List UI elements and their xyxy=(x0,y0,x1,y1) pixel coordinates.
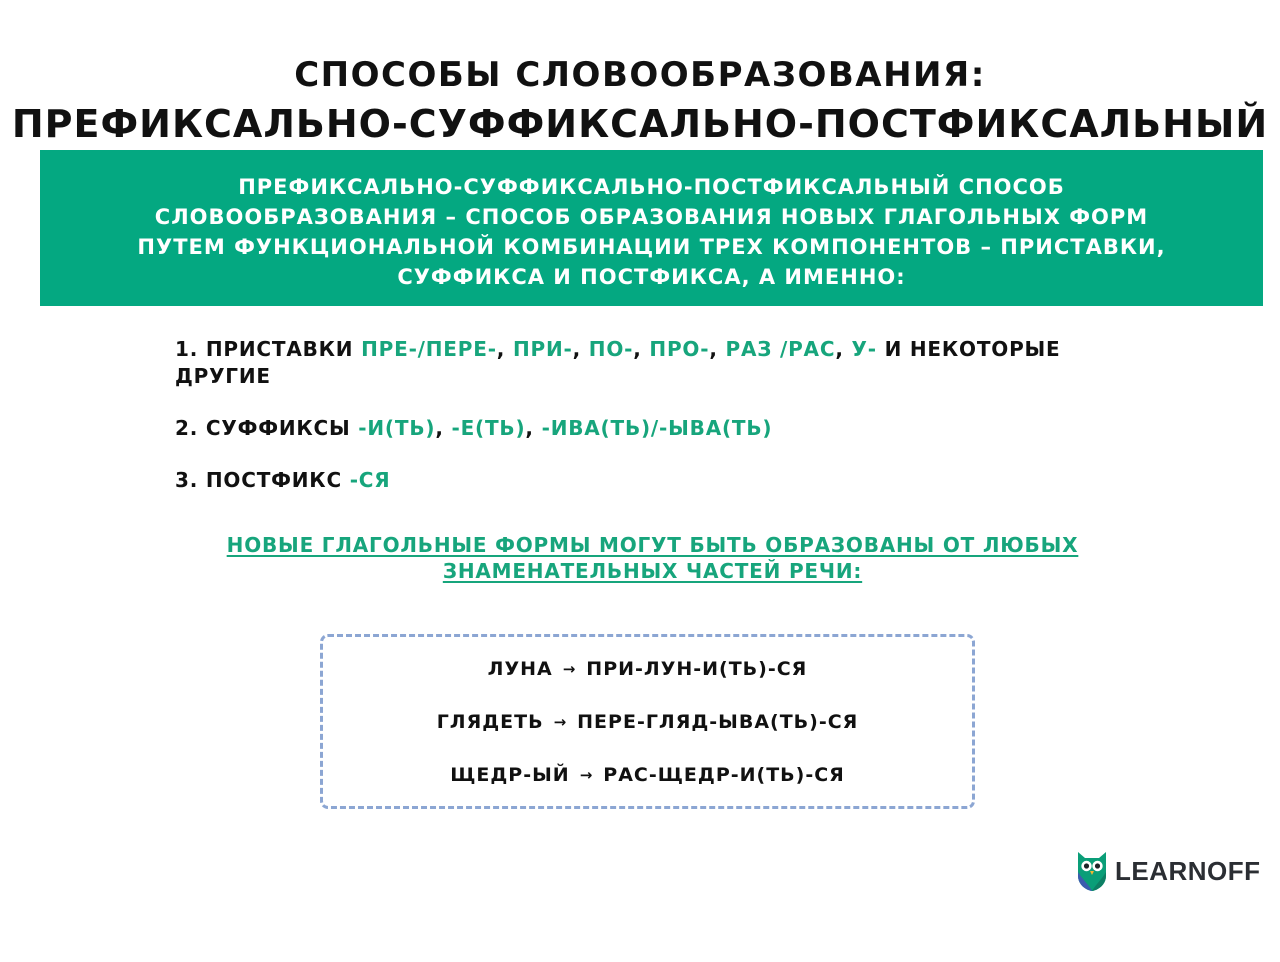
owl-icon xyxy=(1075,850,1109,892)
definition-banner xyxy=(40,150,1263,306)
title-line-2: ПРЕФИКСАЛЬНО-СУФФИКСАЛЬНО-ПОСТФИКСАЛЬНЫЙ xyxy=(11,102,1269,147)
example-line xyxy=(323,706,972,738)
affix-highlight: ПРИ- xyxy=(512,337,573,361)
example-source-word: ГЛЯДЕТЬ xyxy=(436,711,544,733)
rule-text: И НЕКОТОРЫЕ ДРУГИЕ xyxy=(175,337,1061,388)
rule-text: 3. ПОСТФИКС xyxy=(175,468,350,492)
example-derived-word: РАС-ЩЕДР-И(ТЬ)-СЯ xyxy=(603,764,845,786)
arrow-right-icon: → xyxy=(562,660,577,678)
example-derived-word: ПРИ-ЛУН-И(ТЬ)-СЯ xyxy=(586,658,808,680)
learnoff-logo xyxy=(1075,850,1261,892)
rules-list xyxy=(175,336,1075,494)
example-derived-word: ПЕРЕ-ГЛЯД-ЫВА(ТЬ)-СЯ xyxy=(577,711,859,733)
examples-box xyxy=(320,634,975,809)
affix-highlight: -СЯ xyxy=(349,468,391,492)
rule-line xyxy=(175,336,1075,390)
affix-highlight: -Е(ТЬ) xyxy=(451,416,526,440)
page-title xyxy=(0,53,1280,149)
rule-text: 2. СУФФИКСЫ xyxy=(175,416,359,440)
affix-highlight: У- xyxy=(851,337,877,361)
rule-text: , xyxy=(525,416,542,440)
rule-text: , xyxy=(435,416,452,440)
affix-highlight: -И(ТЬ) xyxy=(358,416,436,440)
example-line xyxy=(323,759,972,791)
rule-text: 1. ПРИСТАВКИ xyxy=(175,337,362,361)
affix-highlight: ПО- xyxy=(588,337,634,361)
rule-text: , xyxy=(496,337,513,361)
example-source-word: ЩЕДР-ЫЙ xyxy=(450,764,570,786)
rule-text: , xyxy=(709,337,726,361)
rule-line xyxy=(175,415,1075,442)
affix-highlight: РАЗ /РАС xyxy=(725,337,836,361)
rule-line xyxy=(175,467,1075,494)
logo-text: LEARNOFF xyxy=(1115,855,1261,886)
arrow-right-icon: → xyxy=(553,713,568,731)
example-line xyxy=(323,653,972,685)
definition-text: ПРЕФИКСАЛЬНО-СУФФИКСАЛЬНО-ПОСТФИКСАЛЬНЫЙ СПОСОБ СЛОВООБРАЗОВАНИЯ – СПОСОБ ОБРАЗОВАНИЯ НОВЫХ ГЛАГОЛЬНЫХ ФОРМ ПУТЕМ ФУНКЦИОНАЛЬНОЙ КОМБИНАЦИИ ТРЕХ КОМПОНЕНТОВ – ПРИСТАВКИ, СУФФИКСА И ПОСТФИКСА, А ИМЕННО: xyxy=(137,175,1166,289)
title-line-1: СПОСОБЫ СЛОВООБРАЗОВАНИЯ: xyxy=(294,55,986,96)
example-source-word: ЛУНА xyxy=(487,658,553,680)
note-text: НОВЫЕ ГЛАГОЛЬНЫЕ ФОРМЫ МОГУТ БЫТЬ ОБРАЗОВАНЫ ОТ ЛЮБЫХ ЗНАМЕНАТЕЛЬНЫХ ЧАСТЕЙ РЕЧИ: xyxy=(226,533,1079,583)
rule-text: , xyxy=(835,337,852,361)
arrow-right-icon: → xyxy=(579,766,594,784)
affix-highlight: ПРО- xyxy=(649,337,710,361)
affix-highlight: ПРЕ-/ПЕРЕ- xyxy=(361,337,497,361)
rule-text: , xyxy=(572,337,589,361)
rule-text: , xyxy=(633,337,650,361)
affix-highlight: -ИВА(ТЬ)/-ЫВА(ТЬ) xyxy=(541,416,773,440)
